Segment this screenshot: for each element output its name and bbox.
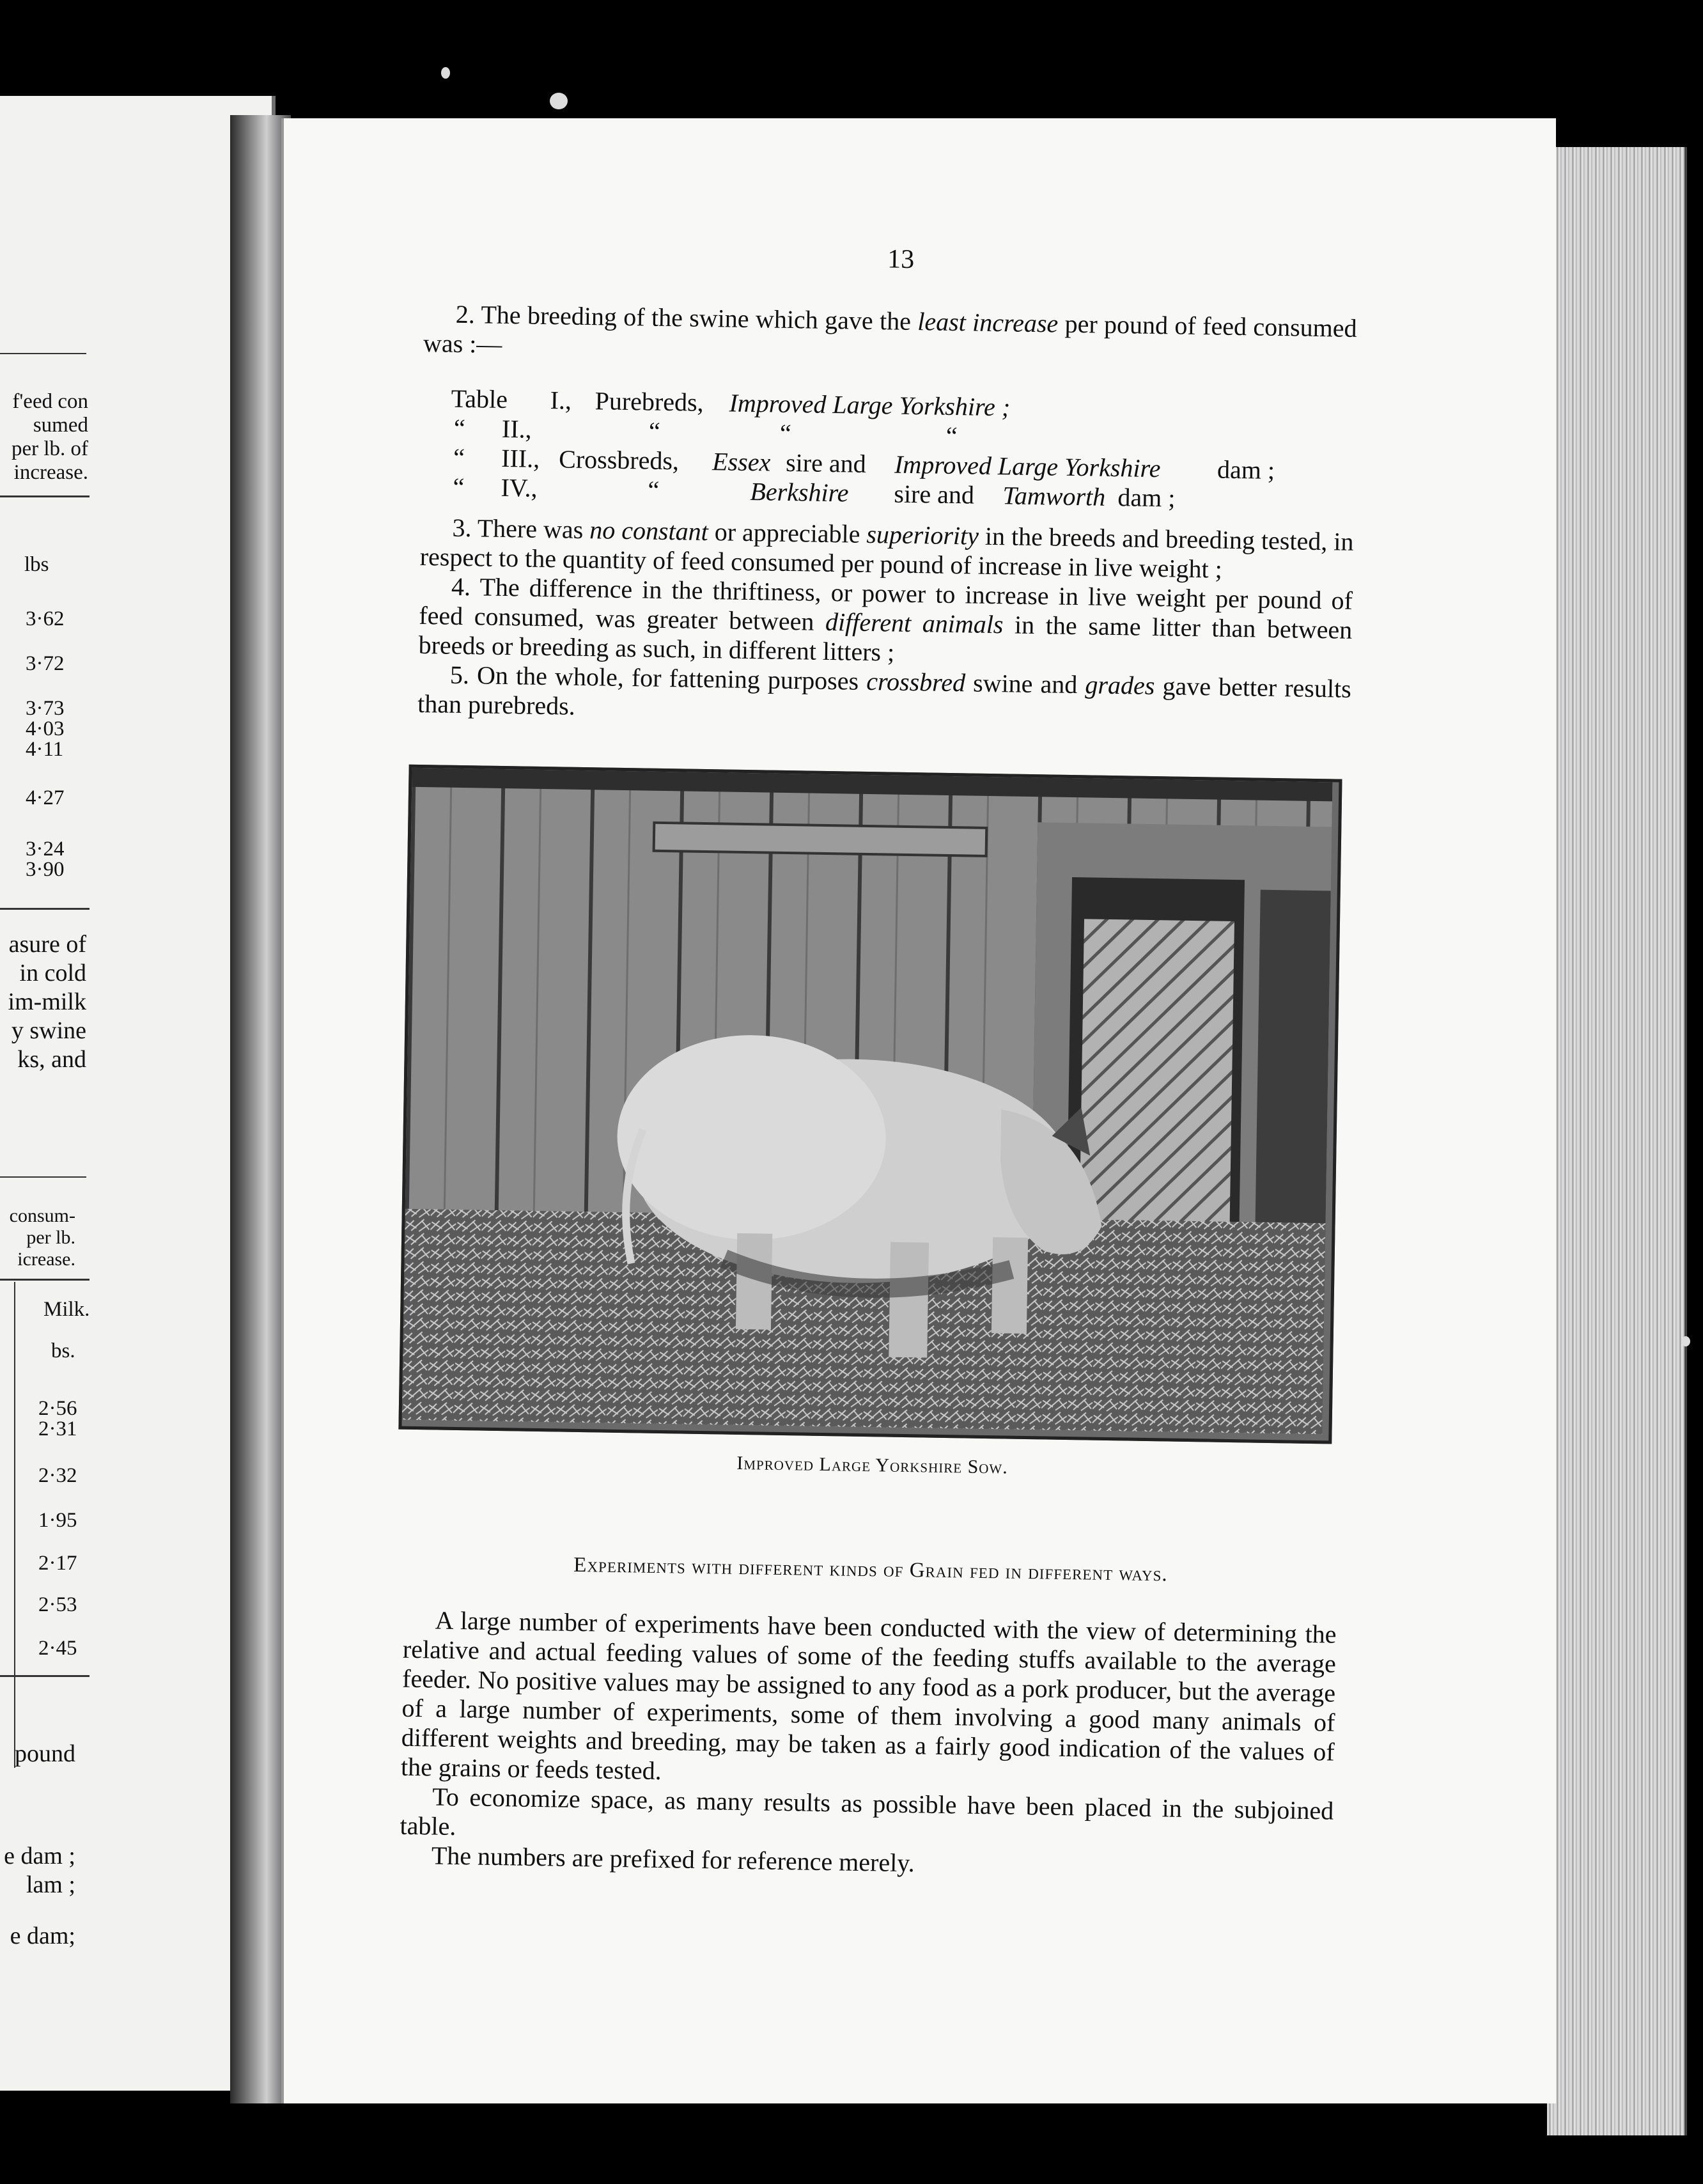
left-text-block — [0, 930, 86, 1074]
left-value: 2·53 — [38, 1593, 77, 1616]
left-value: 2·17 — [38, 1552, 77, 1575]
left-value: 2·45 — [38, 1637, 77, 1660]
breeding-table-list — [421, 384, 1356, 516]
table-text: dam ; — [1117, 483, 1176, 513]
milk-column-label: Milk. — [43, 1298, 90, 1321]
left-text-line: in cold — [19, 960, 86, 987]
table-rule — [0, 495, 89, 497]
para3-text: or appreciable — [708, 517, 867, 549]
ditto-mark: “ — [779, 418, 792, 448]
paragraph-4 — [418, 572, 1353, 675]
para5-text: swine and — [965, 668, 1085, 699]
page-number: 13 — [887, 244, 915, 275]
para3-italic: no constant — [589, 515, 709, 547]
left-value: 3·72 — [26, 652, 65, 675]
para2-text: per pound of feed consumed was :— — [423, 309, 1357, 359]
left-value: 1·95 — [38, 1509, 77, 1532]
para2-text: 2. The breeding of the swine which gave the — [455, 299, 918, 336]
table-kind: Crossbreds, — [558, 444, 680, 476]
left-text-line: im-milk — [8, 988, 86, 1015]
unit-label: bs. — [51, 1339, 75, 1362]
table-breed: Tamworth — [1002, 481, 1106, 511]
para3-italic: superiority — [866, 519, 979, 550]
ditto-mark: “ — [453, 413, 466, 443]
ditto-mark: “ — [945, 421, 958, 451]
column-divider — [14, 1282, 15, 1768]
para5-text: gave better results than purebreds. — [417, 671, 1352, 721]
left-value: 2·31 — [38, 1417, 77, 1440]
table-rule — [0, 1675, 89, 1677]
left-value: 2·56 — [38, 1397, 77, 1420]
body-paragraph-3: The numbers are prefixed for reference merely. — [431, 1841, 915, 1878]
table-number: III., — [501, 443, 540, 473]
para4-text: 4. The difference in the thriftiness, or power to increase in live weight per pound of feed consumed, was greater between — [419, 572, 1353, 636]
table-kind: Purebreds, — [595, 386, 704, 417]
table-breed: Improved Large Yorkshire ; — [729, 388, 1011, 422]
table-text: sire and — [894, 479, 975, 510]
para5-italic: grades — [1085, 670, 1155, 701]
left-header-line: f'eed con — [12, 390, 88, 413]
paragraph-2 — [423, 299, 1357, 373]
page-content — [400, 224, 1358, 1885]
left-header-line: sumed — [33, 414, 88, 437]
left-value: 3·62 — [26, 607, 65, 630]
dust-speck — [441, 67, 450, 79]
left-value: 3·24 — [26, 838, 65, 861]
left-col2-header — [0, 1205, 75, 1270]
ditto-mark: “ — [453, 472, 465, 502]
para3-text: 3. There was — [452, 513, 590, 545]
left-value: 2·32 — [38, 1464, 77, 1487]
left-text-line: pound — [15, 1740, 75, 1767]
table-breed: Improved Large Yorkshire — [894, 449, 1161, 483]
left-text-line: e dam ; — [4, 1843, 75, 1869]
left-header-line: per lb. of — [11, 437, 88, 460]
table-rule-top — [0, 353, 86, 354]
para4-italic: different animals — [825, 607, 1004, 639]
sow-illustration — [402, 768, 1333, 1434]
left-text-line: y swine — [11, 1017, 86, 1044]
left-value: 4·11 — [26, 738, 64, 761]
left-text-line: lam ; — [26, 1871, 75, 1898]
table-number: I., — [550, 386, 572, 415]
dust-speck — [1681, 1336, 1690, 1346]
left-text-line: asure of — [8, 931, 86, 958]
left-value: 3·90 — [26, 858, 65, 881]
left-header-line: per lb. — [26, 1227, 75, 1248]
left-col1-header — [5, 390, 88, 485]
ditto-mark: “ — [648, 475, 660, 504]
table-rule-top — [0, 1176, 86, 1178]
para5-italic: crossbred — [866, 666, 966, 698]
ditto-mark: “ — [648, 416, 661, 446]
ditto-mark: “ — [453, 442, 465, 472]
dust-speck — [550, 93, 568, 109]
left-text-line: ks, and — [17, 1046, 86, 1073]
page-edges — [1547, 147, 1687, 2135]
table-text: dam ; — [1217, 455, 1275, 485]
table-number: IV., — [501, 472, 538, 503]
body-paragraph-1: A large number of experiments have been conducted with the view of determining the relative and actual feeding values of some of the feeding stuffs available to the average feeder. No positive values may be assigned to any food as a pork producer, but the average of a large number of experiments, some of them involving a good many animals of different weights and breeding, may be taken as a fairly good indication of the values of the grains or feeds tested. — [400, 1605, 1337, 1786]
table-rule — [0, 908, 89, 910]
para5-text: 5. On the whole, for fattening purposes — [449, 660, 867, 696]
table-word: Table — [451, 384, 508, 414]
unit-label: lbs — [24, 553, 49, 576]
left-header-line: icrease. — [17, 1249, 75, 1270]
left-header-line: increase. — [13, 461, 88, 484]
sow-photograph — [398, 765, 1342, 1444]
left-value: 3·73 — [26, 697, 65, 720]
table-text: sire and — [785, 448, 867, 478]
left-value: 4·03 — [26, 717, 65, 740]
body-paragraph-2: To economize space, as many results as possible have been placed in the subjoined table. — [400, 1782, 1334, 1841]
table-breed: Essex — [712, 447, 771, 477]
table-rule — [0, 1279, 89, 1281]
left-header-line: consum- — [9, 1205, 75, 1226]
para4-text: in the same litter than between breeds or breeding as such, in different litters ; — [418, 610, 1353, 667]
figure-caption: Improved Large Yorkshire Sow. — [736, 1452, 1009, 1478]
section-heading: Experiments with different kinds of Grain fed in different ways. — [573, 1553, 1168, 1586]
para3-text: in the breeds and breeding tested, in respect to the quantity of feed consumed per pound of increase in live weight ; — [419, 521, 1354, 584]
table-number: II., — [501, 414, 532, 444]
table-breed: Berkshire — [750, 477, 849, 508]
left-text-line: e dam; — [10, 1923, 75, 1949]
para2-italic: least increase — [917, 307, 1059, 338]
left-value: 4·27 — [26, 786, 65, 809]
